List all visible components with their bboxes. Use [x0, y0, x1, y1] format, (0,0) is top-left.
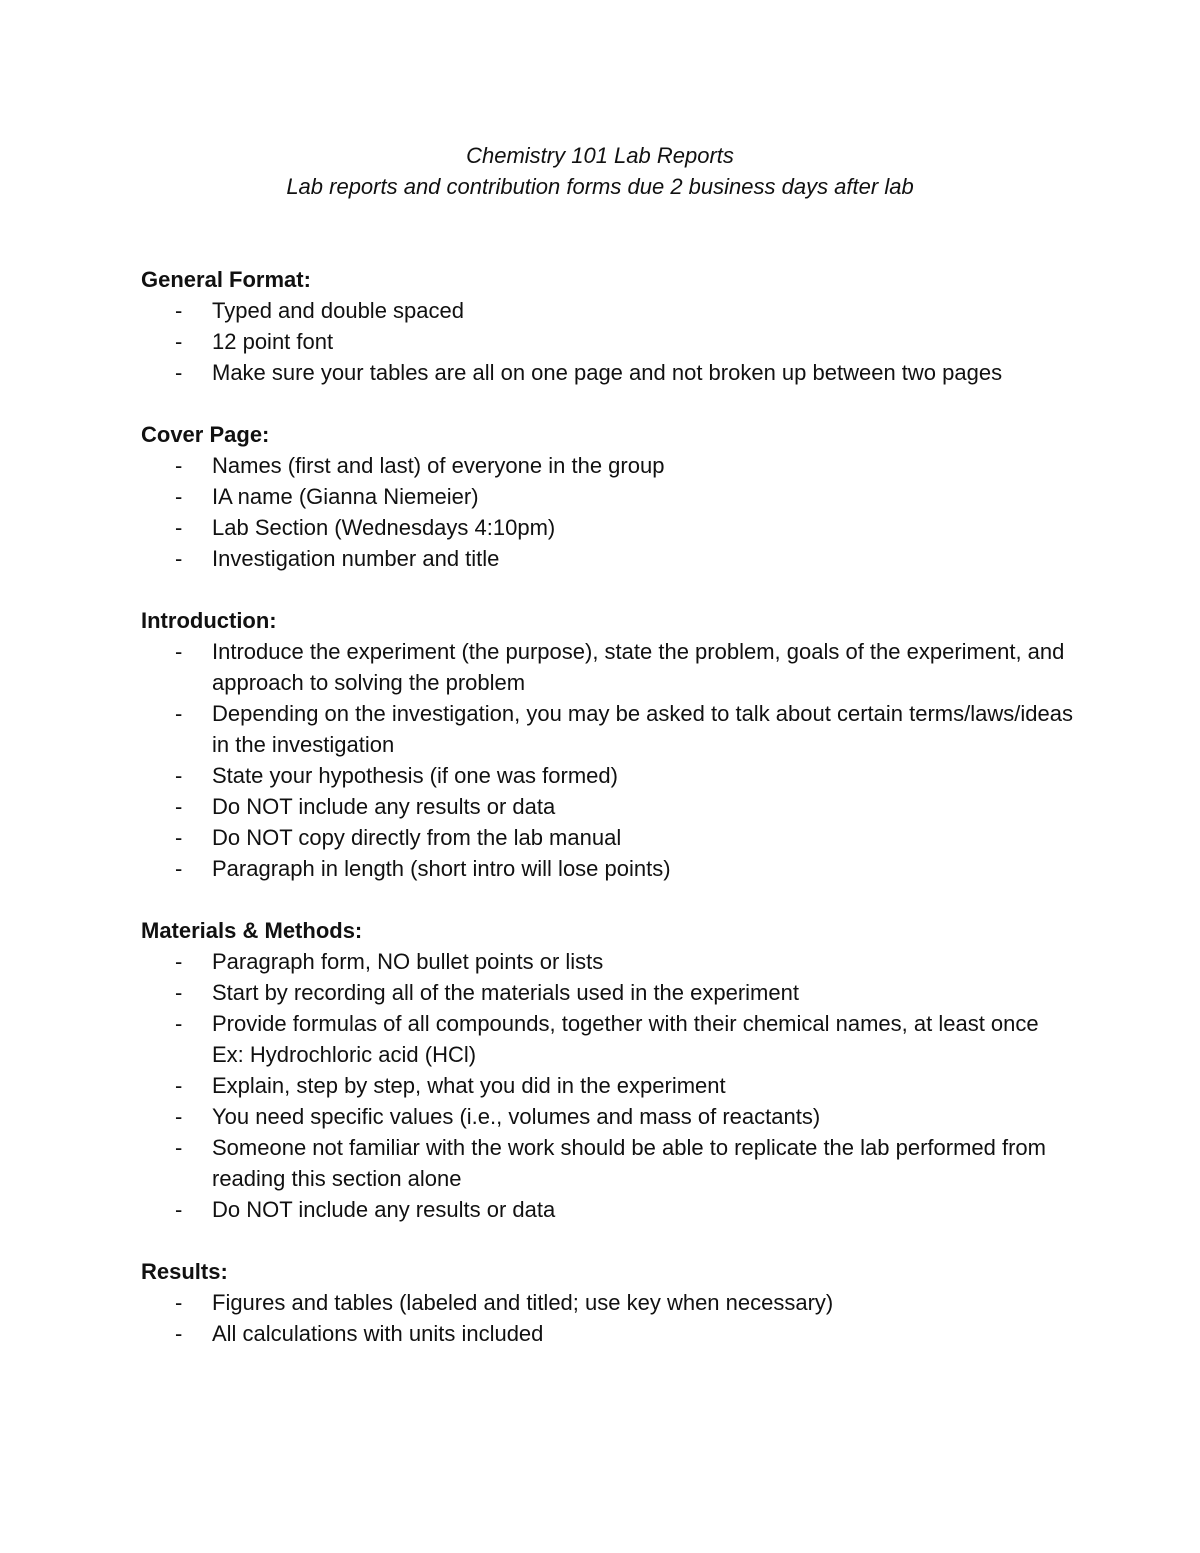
list-item-text: 12 point font: [212, 329, 334, 354]
section-heading: General Format:: [141, 267, 311, 292]
list-item-text: Introduce the experiment (the purpose), state the problem, goals of the experiment, and approach to solving the problem: [212, 639, 1065, 695]
section-heading: Results:: [141, 1259, 228, 1284]
list-item-text: Explain, step by step, what you did in the experiment: [212, 1073, 726, 1098]
dash-bullet: -: [175, 1073, 183, 1098]
dash-bullet: -: [175, 1197, 183, 1222]
dash-bullet: -: [175, 794, 183, 819]
list-item: [141, 822, 1081, 853]
list-item: [141, 295, 1081, 326]
dash-bullet: -: [175, 639, 183, 664]
document-title: Chemistry 101 Lab Reports: [466, 143, 734, 168]
bullet-list: [141, 295, 1081, 388]
list-item-text: State your hypothesis (if one was formed): [212, 763, 618, 788]
dash-bullet: -: [175, 701, 183, 726]
list-item-text: Names (first and last) of everyone in the group: [212, 453, 665, 478]
dash-bullet: -: [175, 515, 183, 540]
list-item-text: Typed and double spaced: [212, 298, 464, 323]
dash-bullet: -: [175, 980, 183, 1005]
section-results: [141, 1256, 1081, 1349]
list-item: [141, 760, 1081, 791]
example-note: Ex: Hydrochloric acid (HCl): [212, 1042, 477, 1067]
list-item: [141, 1070, 1081, 1101]
document-subtitle: Lab reports and contribution forms due 2 business days after lab: [286, 174, 914, 199]
list-item: [141, 1287, 1081, 1318]
list-item-text: Make sure your tables are all on one page and not broken up between two pages: [212, 360, 1003, 385]
list-item-text: Depending on the investigation, you may be asked to talk about certain terms/laws/ideas in the investigation: [212, 701, 1073, 757]
list-item-text: Paragraph in length (short intro will lose points): [212, 856, 671, 881]
dash-bullet: -: [175, 1290, 183, 1315]
list-item: [141, 853, 1081, 884]
list-item-text: Paragraph form, NO bullet points or lists: [212, 949, 604, 974]
section-heading: Materials & Methods:: [141, 918, 363, 943]
list-item-text: Lab Section (Wednesdays 4:10pm): [212, 515, 556, 540]
list-item: [141, 1132, 1081, 1194]
dash-bullet: -: [175, 329, 183, 354]
list-item: [141, 1101, 1081, 1132]
document-body: [141, 264, 1081, 1380]
list-item-text: Provide formulas of all compounds, together with their chemical names, at least once: [212, 1011, 1039, 1036]
list-item: [141, 698, 1081, 760]
dash-bullet: -: [175, 546, 183, 571]
dash-bullet: -: [175, 1104, 183, 1129]
list-item: [141, 450, 1081, 481]
list-item-text: Do NOT include any results or data: [212, 1197, 556, 1222]
list-item-text: Someone not familiar with the work should be able to replicate the lab performed from reading this section alone: [212, 1135, 1046, 1191]
list-item: [141, 791, 1081, 822]
section-cover-page: [141, 419, 1081, 574]
dash-bullet: -: [175, 763, 183, 788]
section-heading: Cover Page:: [141, 422, 270, 447]
dash-bullet: -: [175, 856, 183, 881]
list-item: [141, 636, 1081, 698]
list-item: [141, 1008, 1081, 1070]
dash-bullet: -: [175, 1321, 183, 1346]
list-item: [141, 326, 1081, 357]
dash-bullet: -: [175, 825, 183, 850]
list-item-text: Start by recording all of the materials used in the experiment: [212, 980, 799, 1005]
list-item-text: Do NOT include any results or data: [212, 794, 556, 819]
dash-bullet: -: [175, 1011, 183, 1036]
list-item-text: You need specific values (i.e., volumes and mass of reactants): [212, 1104, 821, 1129]
bullet-list: [141, 946, 1081, 1225]
list-item: [141, 977, 1081, 1008]
bullet-list: [141, 636, 1081, 884]
list-item: [141, 543, 1081, 574]
list-item: [141, 1194, 1081, 1225]
dash-bullet: -: [175, 298, 183, 323]
list-item-text: IA name (Gianna Niemeier): [212, 484, 479, 509]
list-item: [141, 946, 1081, 977]
list-item-text: All calculations with units included: [212, 1321, 544, 1346]
section-introduction: [141, 605, 1081, 884]
dash-bullet: -: [175, 1135, 183, 1160]
dash-bullet: -: [175, 949, 183, 974]
list-item-text: Figures and tables (labeled and titled; use key when necessary): [212, 1290, 834, 1315]
dash-bullet: -: [175, 360, 183, 385]
section-materials-methods: [141, 915, 1081, 1225]
list-item-text: Do NOT copy directly from the lab manual: [212, 825, 622, 850]
section-heading: Introduction:: [141, 608, 277, 633]
dash-bullet: -: [175, 484, 183, 509]
list-item: [141, 357, 1081, 388]
list-item: [141, 1318, 1081, 1349]
list-item: [141, 481, 1081, 512]
bullet-list: [141, 1287, 1081, 1349]
section-general-format: [141, 264, 1081, 388]
list-item-text: Investigation number and title: [212, 546, 500, 571]
bullet-list: [141, 450, 1081, 574]
list-item: [141, 512, 1081, 543]
document-header: [0, 140, 1200, 202]
dash-bullet: -: [175, 453, 183, 478]
